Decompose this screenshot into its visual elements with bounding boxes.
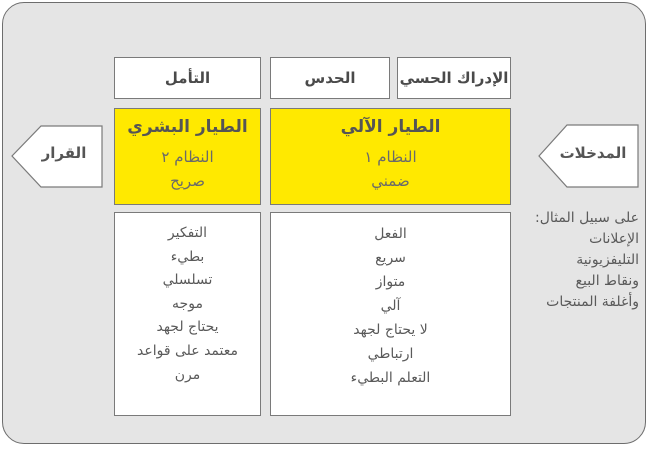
example-line: وأغلفة المنتجات	[546, 294, 639, 310]
human-pilot-type: صريح	[170, 172, 205, 190]
header-sensory-perception-label: الإدراك الحسي	[399, 69, 509, 87]
trait-item: سريع	[375, 250, 406, 266]
trait-item: بطيء	[170, 248, 205, 265]
example-line: التليفزيونية	[576, 252, 639, 268]
header-intuition-label: الحدس	[304, 69, 356, 87]
trait-item: لا يحتاج لجهد	[353, 322, 428, 338]
example-line: ونقاط البيع	[575, 273, 639, 289]
example-line: على سبيل المثال:	[535, 210, 639, 226]
trait-item: متواز	[375, 274, 406, 290]
trait-item: موجه	[172, 295, 203, 312]
trait-item: تسلسلي	[162, 272, 213, 289]
trait-item: ارتباطي	[367, 346, 414, 362]
trait-item: الفعل	[374, 226, 407, 242]
automatic-pilot-system: النظام ١	[364, 148, 417, 166]
trait-item: معتمد على قواعد	[137, 342, 238, 359]
human-pilot-system: النظام ٢	[161, 148, 214, 166]
trait-item: التعلم البطيء	[350, 370, 431, 386]
header-reflection-label: التأمل	[164, 69, 211, 87]
trait-item: التفكير	[167, 225, 208, 241]
automatic-pilot-title: الطيار الآلي	[340, 117, 441, 137]
trait-item: آلي	[380, 298, 401, 314]
trait-item: مرن	[174, 366, 201, 383]
automatic-pilot-type: ضمني	[371, 172, 410, 190]
human-pilot-title: الطيار البشري	[127, 117, 248, 137]
input-examples	[517, 208, 639, 313]
example-line: الإعلانات	[589, 231, 639, 247]
decision-label: القرار	[41, 144, 87, 162]
trait-item: يحتاج لجهد	[156, 319, 219, 336]
inputs-label: المدخلات	[559, 144, 627, 162]
